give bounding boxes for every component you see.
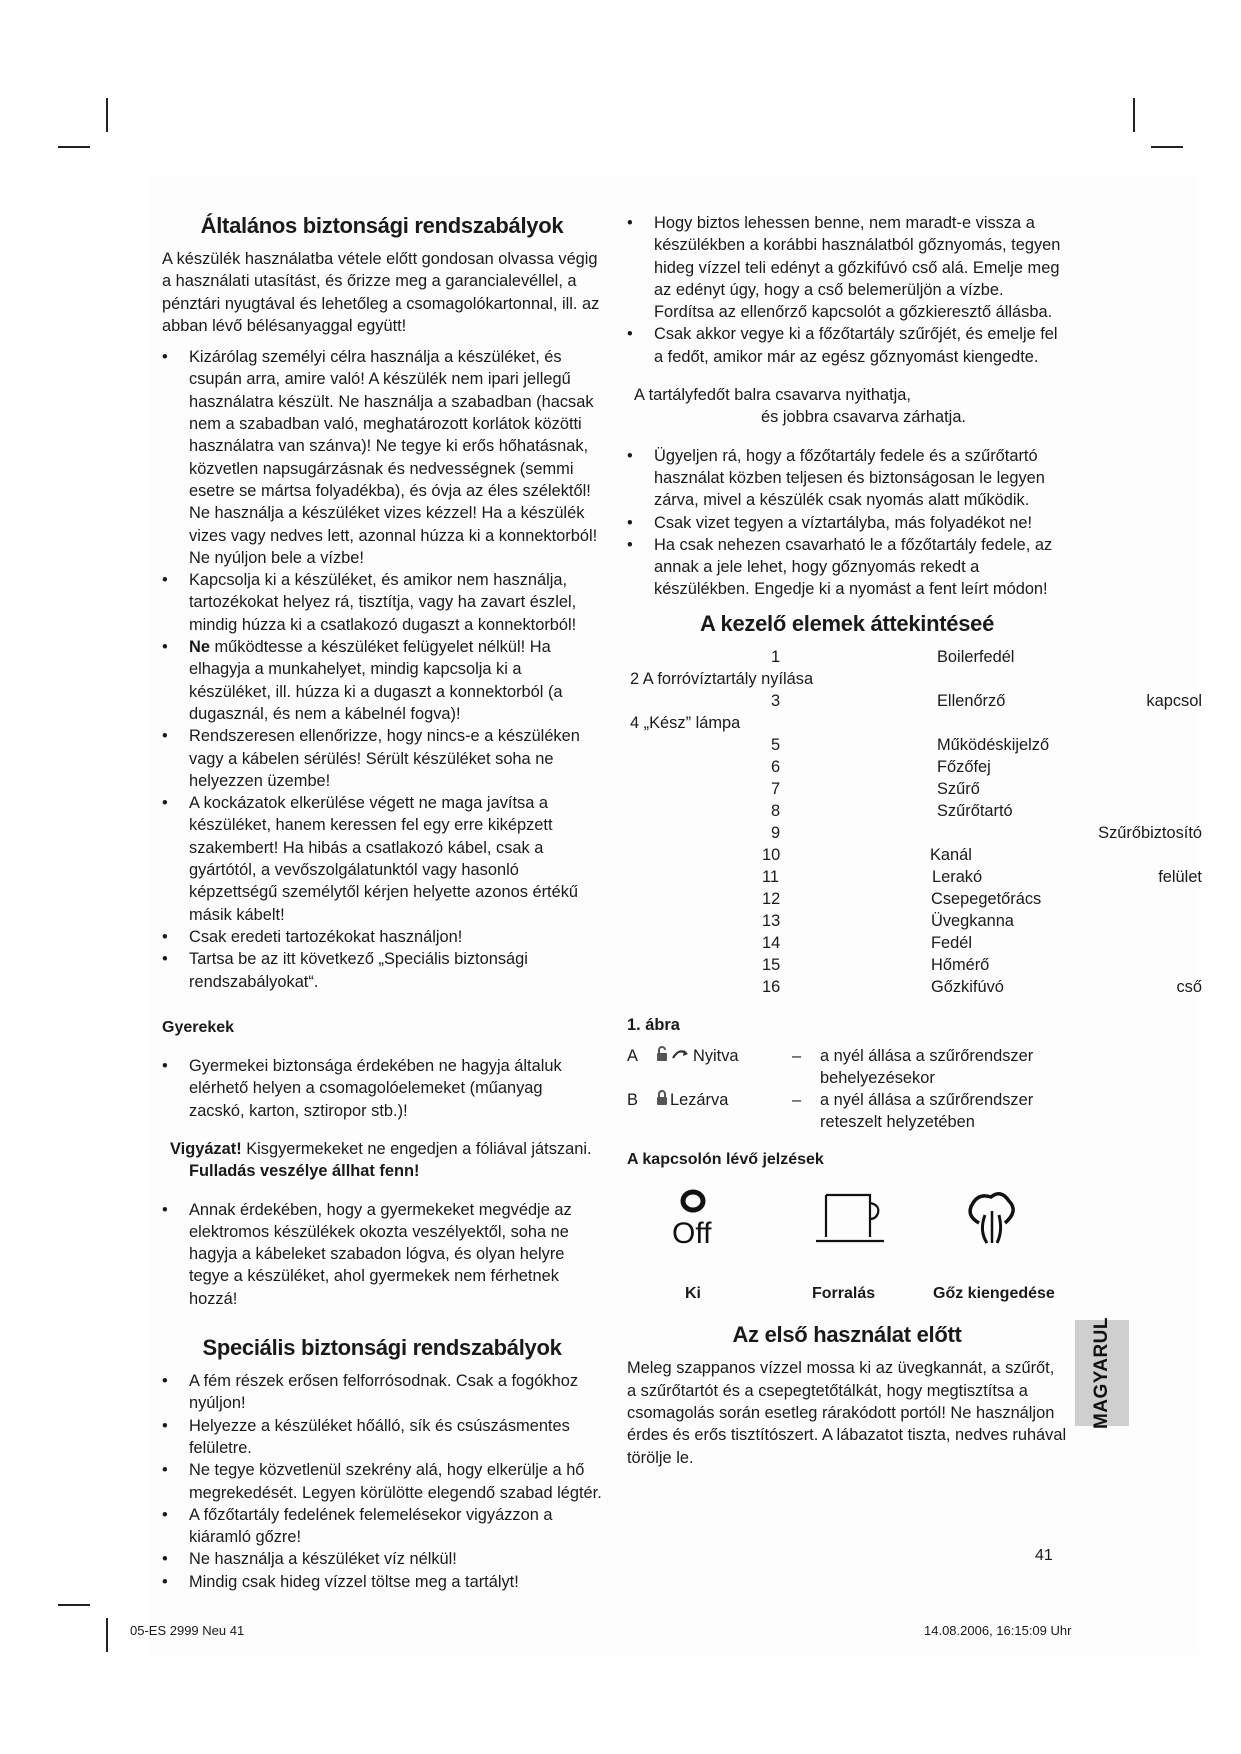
part-number: 3	[771, 691, 781, 710]
part-name: Fedél	[931, 933, 973, 952]
switch-symbols-heading: A kapcsolón lévő jelzések	[627, 1151, 824, 1169]
part-extra: felület	[1158, 867, 1202, 886]
parts-row	[627, 668, 1167, 690]
ne-bold: Ne	[189, 638, 210, 657]
language-tab-label: MAGYARUL	[1091, 1316, 1112, 1430]
unlock-icon	[655, 1045, 697, 1067]
part-name: Üvegkanna	[931, 911, 1014, 930]
left-column	[162, 212, 602, 1593]
position-a-row	[627, 1045, 1127, 1067]
list-item: • Ne használja a készüléket víz nélkül!	[162, 1548, 602, 1570]
lid-open-line: A tartályfedőt balra csavarva nyithatja,	[634, 386, 911, 405]
parts-row	[627, 646, 1167, 668]
part-name: Szűrőtartó	[937, 801, 1013, 820]
part-name: Boilerfedél	[937, 647, 1015, 666]
section-title-general-safety: Általános biztonsági rendszabályok	[200, 213, 564, 238]
list-item: • Tartsa be az itt következő „Speciális biztonsági rendszabályokat“.	[162, 948, 602, 993]
part-number: 12	[762, 889, 781, 908]
position-a-state: Nyitva	[693, 1047, 739, 1066]
list-item: • Csak akkor vegye ki a főzőtartály szűrőjét, és emelje fel a fedőt, amikor már az egész gőznyomást kiengedte.	[627, 323, 1067, 368]
parts-row	[627, 844, 1167, 866]
position-b-row-2	[627, 1111, 1127, 1133]
position-a-desc-2: behelyezésekor	[820, 1069, 935, 1088]
list-item: • Helyezze a készüléket hőálló, sík és csúszásmentes felületre.	[162, 1415, 602, 1460]
off-icon-text: Off	[672, 1217, 712, 1251]
parts-row	[627, 866, 1202, 888]
position-b-desc-2: reteszelt helyzetében	[820, 1113, 975, 1132]
part-extra: cső	[1176, 977, 1202, 996]
part-number: 14	[762, 933, 781, 952]
ne-rest: működtesse a készüléket felügyelet nélkül! Ha elhagyja a munkahelyet, mindig kapcsolja ki a készüléket, ill. húzza ki a dugaszt a konnektorból (a dugasznál, és nem a kábelnél fogva)!	[189, 638, 563, 723]
label-boil: Forralás	[812, 1285, 876, 1303]
crop-mark-tl-v	[106, 98, 108, 132]
part-name: Gőzkifúvó	[931, 977, 1004, 996]
steam-release-list	[627, 212, 1067, 368]
list-item: • Csak vizet tegyen a víztartályba, más folyadékot ne!	[627, 512, 1067, 534]
position-a-dash: –	[792, 1047, 802, 1066]
list-item: • Ügyeljen rá, hogy a főzőtartály fedele és a szűrőtartó használat közben teljesen és biztonságosan le legyen zárva, mivel a készülék csak nyomás alatt működik.	[627, 445, 1067, 512]
off-icon	[667, 1187, 727, 1257]
part-extra: Szűrőbiztosító	[1098, 823, 1202, 842]
page-number: 41	[1035, 1547, 1053, 1564]
list-item: • Ne tegye közvetlenül szekrény alá, hogy elkerülje a hő megrekedését. Legyen körülötte elegendő szabad légtér.	[162, 1459, 602, 1504]
crop-mark-bl-v	[106, 1618, 108, 1652]
lid-safety-list	[627, 445, 1067, 601]
children-list-2	[162, 1199, 602, 1310]
part-number: 1	[771, 647, 781, 666]
part-name: Szűrő	[937, 779, 980, 798]
right-column	[627, 212, 1202, 1469]
parts-row	[627, 910, 1167, 932]
parts-row	[627, 954, 1167, 976]
lock-icon	[655, 1089, 669, 1111]
position-b-state: Lezárva	[670, 1091, 729, 1110]
footer-left: 05-ES 2999 Neu 41	[130, 1623, 245, 1638]
parts-row	[627, 800, 1167, 822]
section-title-special-safety: Speciális biztonsági rendszabályok	[202, 1335, 562, 1361]
position-a-desc: a nyél állása a szűrőrendszer	[820, 1047, 1034, 1066]
parts-row	[627, 734, 1167, 756]
position-a-letter: A	[627, 1047, 638, 1066]
steam-icon	[957, 1187, 1027, 1257]
parts-row	[627, 888, 1167, 910]
warning-note	[162, 1138, 602, 1160]
list-item	[162, 636, 602, 725]
parts-table	[627, 646, 1202, 998]
part-number: 7	[771, 779, 781, 798]
boil-icon	[812, 1187, 892, 1257]
parts-row	[627, 690, 1202, 712]
crop-mark-bl-h	[58, 1604, 90, 1606]
figure-label: 1. ábra	[627, 1015, 680, 1034]
part-name: Hőmérő	[931, 955, 990, 974]
part-extra: kapcsol	[1146, 691, 1202, 710]
part-number: 10	[762, 845, 781, 864]
part-name: Kanál	[930, 845, 972, 864]
part-name: Ellenőrző	[937, 691, 1006, 710]
children-list-1	[162, 1055, 602, 1122]
parts-row	[627, 712, 1167, 734]
part-number: 13	[762, 911, 781, 930]
first-use-paragraph: Meleg szappanos vízzel mossa ki az üvegkannát, a szűrőt, a szűrőtartót és a csepegtetőtálkát, hogy megtisztítsa a csomagolás során esetleg rárakódott portól! Ne használjon érdes és erős tisztítószert. A lábazatot tiszta, nedves ruhával törölje le.	[627, 1359, 1067, 1467]
crop-mark-tl-h	[58, 146, 90, 148]
position-b-row	[627, 1089, 1127, 1111]
list-item: • Gyermekei biztonsága érdekében ne hagyja általuk elérhető helyen a csomagolóelemeket (műanyag zacskó, karton, sztiropor stb.)!	[162, 1055, 602, 1122]
warning-label: Vigyázat!	[170, 1139, 242, 1158]
section-title-controls-overview: A kezelő elemek áttekintéseé	[699, 610, 995, 636]
section-title-first-use: Az első használat előtt	[732, 1322, 962, 1348]
warning-suffocation	[162, 1160, 602, 1182]
position-b-desc: a nyél állása a szűrőrendszer	[820, 1091, 1034, 1110]
position-b-dash: –	[792, 1091, 802, 1110]
parts-row	[627, 756, 1167, 778]
part-name: Főzőfej	[937, 757, 991, 776]
crop-mark-tr-v	[1133, 98, 1135, 132]
part-number: 6	[771, 757, 781, 776]
list-item: • Kapcsolja ki a készüléket, és amikor nem használja, tartozékokat helyez rá, tisztítja, vagy ha zavart észlel, mindig húzza ki a csatlakozó dugaszt a konnektorból!	[162, 569, 602, 636]
part-number: 9	[771, 823, 781, 842]
children-heading: Gyerekek	[162, 1018, 235, 1036]
list-item: • Mindig csak hideg vízzel töltse meg a tartályt!	[162, 1571, 602, 1593]
list-item: • A főzőtartály fedelének felemelésekor vigyázzon a kiáramló gőzre!	[162, 1504, 602, 1549]
crop-mark-tr-h	[1151, 146, 1183, 148]
position-b-letter: B	[627, 1091, 638, 1110]
list-item: • A fém részek erősen felforrósodnak. Csak a fogókhoz nyúljon!	[162, 1370, 602, 1415]
label-steam: Gőz kiengedése	[933, 1285, 1055, 1303]
parts-row	[627, 778, 1167, 800]
parts-row	[627, 822, 1202, 844]
part-number: 11	[762, 867, 780, 886]
part-special: 2 A forróvíztartály nyílása	[630, 669, 814, 688]
list-item: • Csak eredeti tartozékokat használjon!	[162, 926, 602, 948]
parts-row	[627, 932, 1167, 954]
part-number: 8	[771, 801, 781, 820]
list-item: • Hogy biztos lehessen benne, nem maradt-e vissza a készülékben a korábbi használatból gőznyomás, tegyen hideg vízzel teli edényt a gőzkifúvó cső alá. Emelje meg az edényt úgy, hogy a cső belemerüljön a vízbe. Fordítsa az ellenőrző kapcsolót a gőzkieresztő állásba.	[627, 212, 1067, 323]
list-item: • Rendszeresen ellenőrizze, hogy nincs-e a készüléken vagy a kábelen sérülés! Sérült készüléket soha ne helyezzen üzembe!	[162, 725, 602, 792]
lid-close-line: és jobbra csavarva zárhatja.	[761, 408, 966, 427]
list-item: • A kockázatok elkerülése végett ne maga javítsa a készüléket, hanem keressen fel egy erre kiképzett szakembert! Ha hibás a csatlakozó kábel, csak a gyártótól, a vevőszolgálatunktól vagy hasonló képzettségű személytől kérjen helyette azonos értékű másik kábelt!	[162, 792, 602, 926]
part-number: 5	[771, 735, 781, 754]
warning-text: Kisgyermekeket ne engedjen a fóliával játszani.	[241, 1139, 592, 1158]
footer-right: 14.08.2006, 16:15:09 Uhr	[924, 1623, 1072, 1638]
list-item: • Kizárólag személyi célra használja a készüléket, és csupán arra, amire való! A készülék nem ipari jellegű használatra készült. Ne használja a szabadban (hacsak nem a szabadban való, meghatározott korlátok közötti használatra van szánva)! Ne tegye ki erős hőhatásnak, közvetlen napsugárzásnak és nedvességnek (semmi esetre se mártsa folyadékba), és óvja az éles szélektől! Ne használja a készüléket vizes kézzel! Ha a készülék vizes vagy nedves lett, azonnal húzza ki a konnektorból! Ne nyúljon bele a vízbe!	[162, 346, 602, 569]
part-number: 15	[762, 955, 781, 974]
part-name: Csepegetőrács	[931, 889, 1042, 908]
list-item: • Ha csak nehezen csavarható le a főzőtartály fedele, az annak a jele lehet, hogy gőznyomás rekedt a készülékben. Engedje ki a nyomást a fent leírt módon!	[627, 534, 1067, 601]
list-item: • Annak érdekében, hogy a gyermekeket megvédje az elektromos készülékek okozta veszélyektől, soha ne hagyja a kábeleket szabadon lógva, és olyan helyre tegye a készüléket, ahol gyermekek nem férhetnek hozzá!	[162, 1199, 602, 1310]
parts-row	[627, 976, 1202, 998]
switch-symbols	[627, 1187, 1127, 1303]
part-special: 4 „Kész” lámpa	[630, 713, 741, 732]
label-off: Ki	[685, 1285, 701, 1303]
language-tab	[1075, 1316, 1129, 1430]
part-name: Lerakó	[932, 867, 983, 886]
intro-paragraph: A készülék használatba vétele előtt gondosan olvassa végig a használati utasítást, és őrizze meg a garancialevéllel, a pénztári nyugtával és lehetőleg a csomagolókartonnal, ill. az abban lévő bélésanyaggal együtt!	[162, 250, 600, 335]
warning-suffocation-text: Fulladás veszélye állhat fenn!	[189, 1162, 420, 1181]
position-a-row-2	[627, 1067, 1127, 1089]
part-name: Működéskijelző	[937, 735, 1050, 754]
general-safety-list	[162, 346, 602, 993]
special-safety-list	[162, 1370, 602, 1593]
part-number: 16	[762, 977, 781, 996]
